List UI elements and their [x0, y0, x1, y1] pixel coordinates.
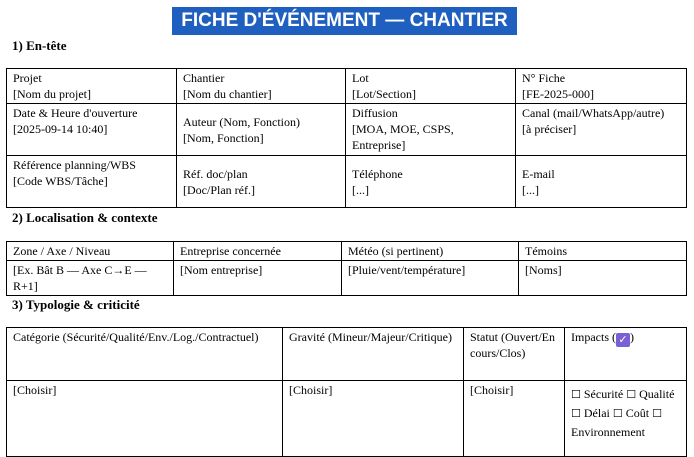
header-gravite: Gravité (Mineur/Majeur/Critique)	[283, 328, 464, 381]
select-statut[interactable]: [Choisir]	[464, 381, 565, 457]
cell-value: [Code WBS/Tâche]	[13, 174, 108, 188]
checkbox-qualite[interactable]	[639, 387, 674, 401]
cell-date-heure[interactable]	[7, 104, 177, 156]
header-meteo: Météo (si pertinent)	[342, 242, 519, 261]
cell-label: Réf. doc/plan	[183, 167, 248, 181]
context-table	[6, 241, 687, 296]
cell-canal[interactable]	[516, 104, 687, 156]
cell-value: [Nom du chantier]	[183, 87, 272, 101]
cell-label: Projet	[13, 71, 42, 85]
header-categorie: Catégorie (Sécurité/Qualité/Env./Log./Contractuel)	[7, 328, 283, 381]
checkbox-delai[interactable]	[571, 406, 610, 420]
header-entreprise: Entreprise concernée	[174, 242, 342, 261]
checkbox-icon: ☐	[571, 388, 581, 401]
cell-value: [à préciser]	[522, 122, 577, 136]
cell-label: Date & Heure d'ouverture	[13, 106, 138, 120]
cell-value: [2025-09-14 10:40]	[13, 122, 108, 136]
cell-label: Auteur (Nom, Fonction)	[183, 115, 300, 129]
checkbox-icon: ☐	[612, 407, 623, 420]
header-temoins: Témoins	[519, 242, 687, 261]
header-table	[6, 68, 687, 208]
cell-label: Canal (mail/WhatsApp/autre)	[522, 106, 665, 120]
checkbox-icon[interactable]: ☐	[652, 407, 662, 420]
cell-value: [Doc/Plan réf.]	[183, 183, 255, 197]
cell-lot[interactable]	[346, 69, 516, 104]
value-zone[interactable]: [Ex. Bât B — Axe C→E — R+1]	[7, 261, 174, 296]
typology-value-row	[7, 381, 687, 457]
cell-projet[interactable]	[7, 69, 177, 104]
cell-value: [FE-2025-000]	[522, 87, 594, 101]
impacts-label-close: )	[629, 330, 634, 344]
cell-value: [Nom du projet]	[13, 87, 91, 101]
cell-value: [...]	[522, 183, 539, 197]
cell-value: [...]	[352, 183, 369, 197]
section-header-3: 3) Typologie & criticité	[12, 297, 140, 312]
cell-label: E-mail	[522, 167, 555, 181]
header-zone: Zone / Axe / Niveau	[7, 242, 174, 261]
value-entreprise[interactable]: [Nom entreprise]	[174, 261, 342, 296]
section-header-2: 2) Localisation & contexte	[12, 210, 158, 225]
checkbox-environnement[interactable]	[571, 425, 645, 439]
cell-label: Téléphone	[352, 167, 403, 181]
select-gravite[interactable]: [Choisir]	[283, 381, 464, 457]
cell-label: Diffusion	[352, 106, 398, 120]
cell-chantier[interactable]	[177, 69, 346, 104]
typology-header-row	[7, 328, 687, 381]
cell-label: Lot	[352, 71, 369, 85]
header-statut: Statut (Ouvert/En cours/Clos)	[464, 328, 565, 381]
cell-label: Chantier	[183, 71, 225, 85]
checkbox-securite[interactable]	[571, 387, 623, 401]
cell-label: N° Fiche	[522, 71, 566, 85]
cell-auteur[interactable]	[177, 104, 346, 156]
checkbox-cout[interactable]	[613, 406, 649, 420]
cell-value: [MOA, MOE, CSPS, Entreprise]	[352, 122, 454, 152]
cell-email[interactable]	[516, 156, 687, 208]
cell-numero-fiche[interactable]	[516, 69, 687, 104]
header-row-2	[7, 104, 687, 156]
context-value-row	[7, 261, 687, 296]
impacts-label: Impacts (	[571, 330, 616, 344]
value-temoins[interactable]: [Noms]	[519, 261, 687, 296]
checkbox-label: Environnement	[571, 425, 645, 439]
checkbox-icon: ☐	[571, 407, 581, 420]
checkbox-label: Délai	[583, 406, 610, 420]
check-icon: ✓	[616, 333, 630, 347]
cell-value: [Nom, Fonction]	[183, 131, 264, 145]
header-row-1	[7, 69, 687, 104]
checkbox-label: Qualité	[639, 387, 675, 401]
checkbox-label: Sécurité	[583, 387, 624, 401]
header-row-3	[7, 156, 687, 208]
checkbox-label: Coût	[625, 406, 650, 420]
cell-value: [Lot/Section]	[352, 87, 416, 101]
cell-ref-doc[interactable]	[177, 156, 346, 208]
select-categorie[interactable]: [Choisir]	[7, 381, 283, 457]
cell-label: Référence planning/WBS	[13, 158, 136, 172]
section-header-1: 1) En-tête	[12, 38, 67, 53]
header-impacts	[565, 328, 687, 381]
cell-reference-planning[interactable]	[7, 156, 177, 208]
value-meteo[interactable]: [Pluie/vent/température]	[342, 261, 519, 296]
checkbox-icon[interactable]: ☐	[626, 388, 637, 401]
page-title: FICHE D'ÉVÉNEMENT — CHANTIER	[172, 7, 517, 35]
typology-table	[6, 327, 687, 457]
impacts-checkboxes	[565, 381, 687, 457]
context-header-row	[7, 242, 687, 261]
cell-telephone[interactable]	[346, 156, 516, 208]
cell-diffusion[interactable]	[346, 104, 516, 156]
